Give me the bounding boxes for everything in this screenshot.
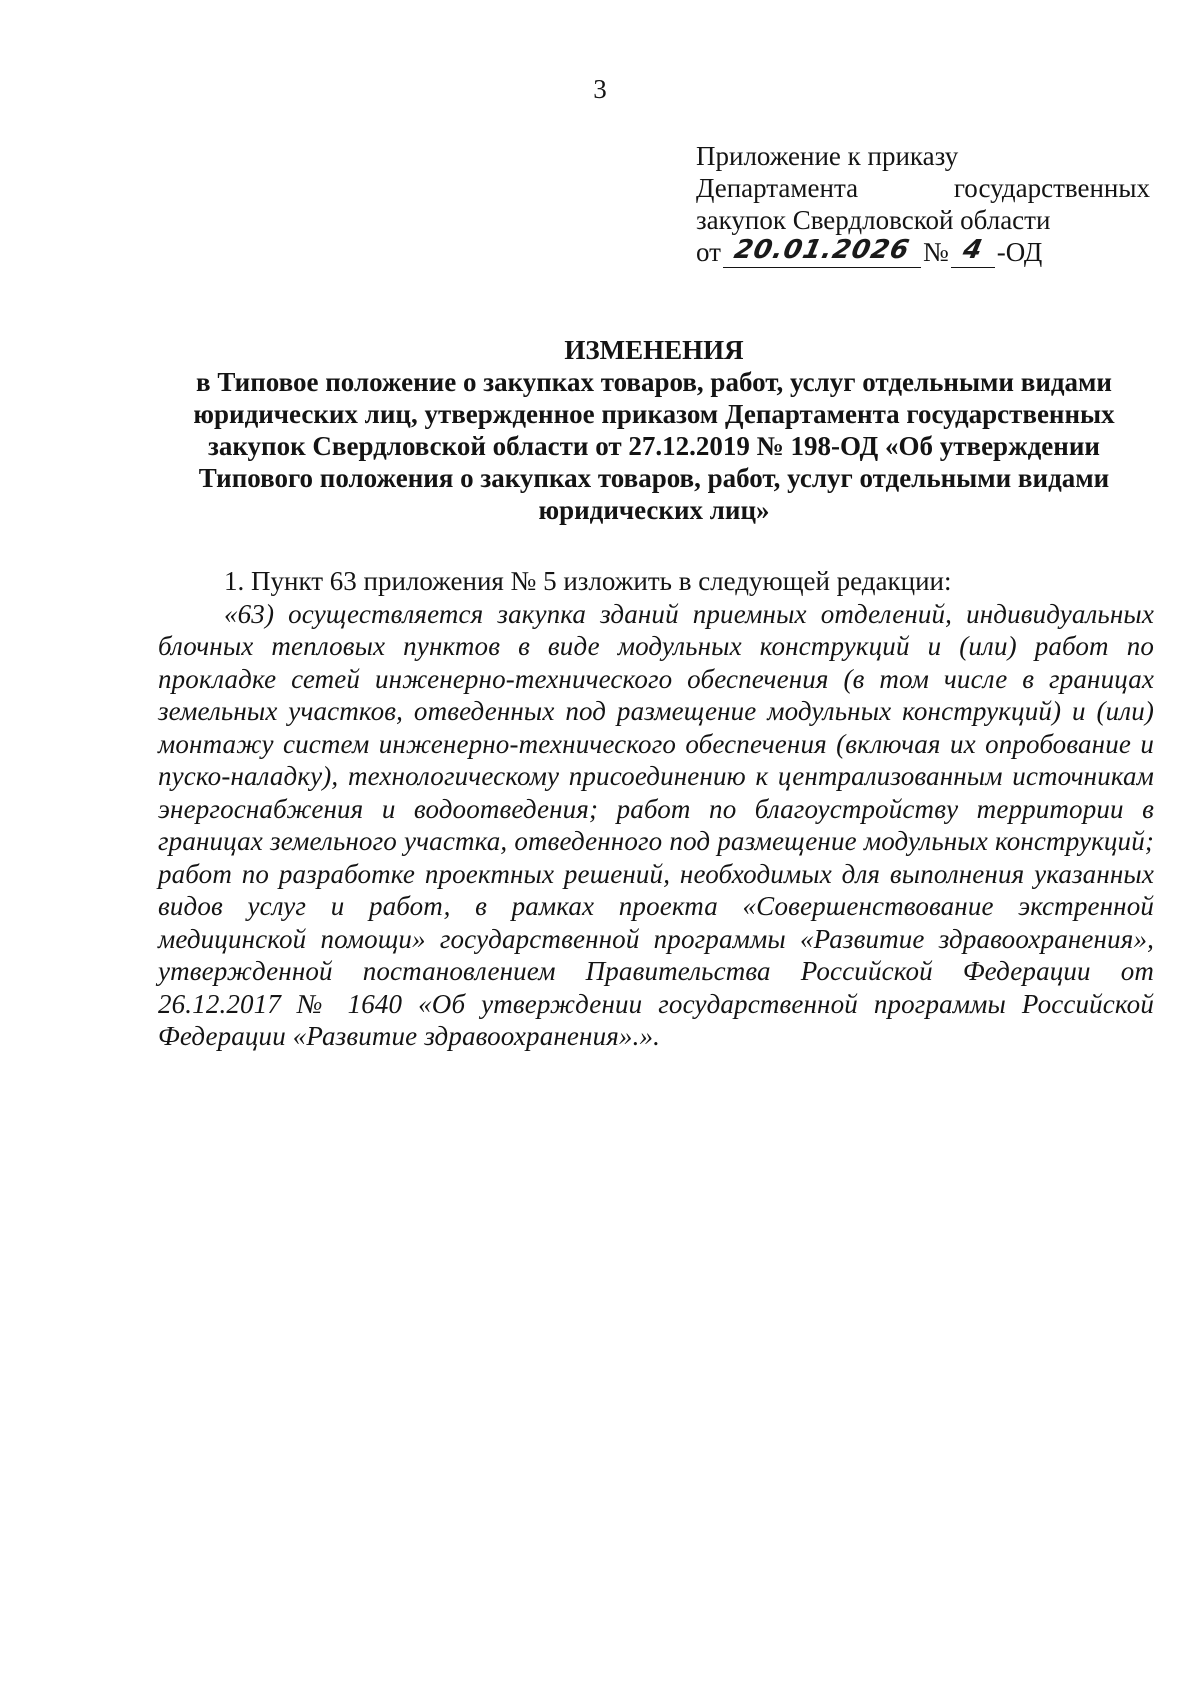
appendix-header	[696, 140, 1150, 268]
document-body	[158, 565, 1154, 1053]
amendment-item: 1. Пункт 63 приложения № 5 изложить в следующей редакции:	[224, 566, 952, 596]
order-number-handwritten: 4	[959, 235, 986, 265]
document-title: ИЗМЕНЕНИЯ	[564, 335, 744, 365]
appendix-line: Приложение к приказу	[696, 141, 959, 171]
order-reference	[696, 236, 1150, 268]
amendment-text: «63) осуществляется закупка зданий приемных отделений, индивидуальных блочных тепловых пунктов в виде модульных конструкций и (или) работ по прокладке сетей инженерно-технического обеспечения (в том числе в границах земельных участков, отведенных под размещение модульных конструкций) и (или) монтажу систем инженерно-технического обеспечения (включая их опробование и пуско-наладку), технологическому присоединению к централизованным источникам энергоснабжения и водоотведения; работ по благоустройству территории в границах земельного участка, отведенного под размещение модульных конструкций; работ по разработке проектных решений, необходимых для выполнения указанных видов услуг и работ, в рамках проекта «Совершенствование экстренной медицинской помощи» государственной программы «Развитие здравоохранения», утвержденной постановлением Правительства Российской Федерации от 26.12.2017 № 1640 «Об утверждении государственной программы Российской Федерации «Развитие здравоохранения».».	[158, 598, 1154, 1051]
page-number: 3	[593, 74, 607, 104]
order-suffix: -ОД	[996, 237, 1043, 267]
order-date-field	[723, 235, 921, 268]
order-prefix: от	[696, 237, 721, 267]
appendix-line: Департамента государственных	[696, 173, 1150, 203]
document-subtitle: в Типовое положение о закупках товаров, работ, услуг отдельными видами юридических лиц, утвержденное приказом Департамента государственных закупок Свердловской области от 27.12.2019 № 198-ОД «Об утверждении Типового положения о закупках товаров, работ, услуг отдельными видами юридических лиц»	[193, 367, 1115, 525]
order-date-handwritten: 20.01.2026	[731, 235, 913, 265]
document-heading	[120, 334, 1188, 526]
appendix-line: закупок Свердловской области	[696, 205, 1051, 235]
order-number-label: №	[922, 237, 949, 267]
order-number-field	[951, 235, 995, 268]
